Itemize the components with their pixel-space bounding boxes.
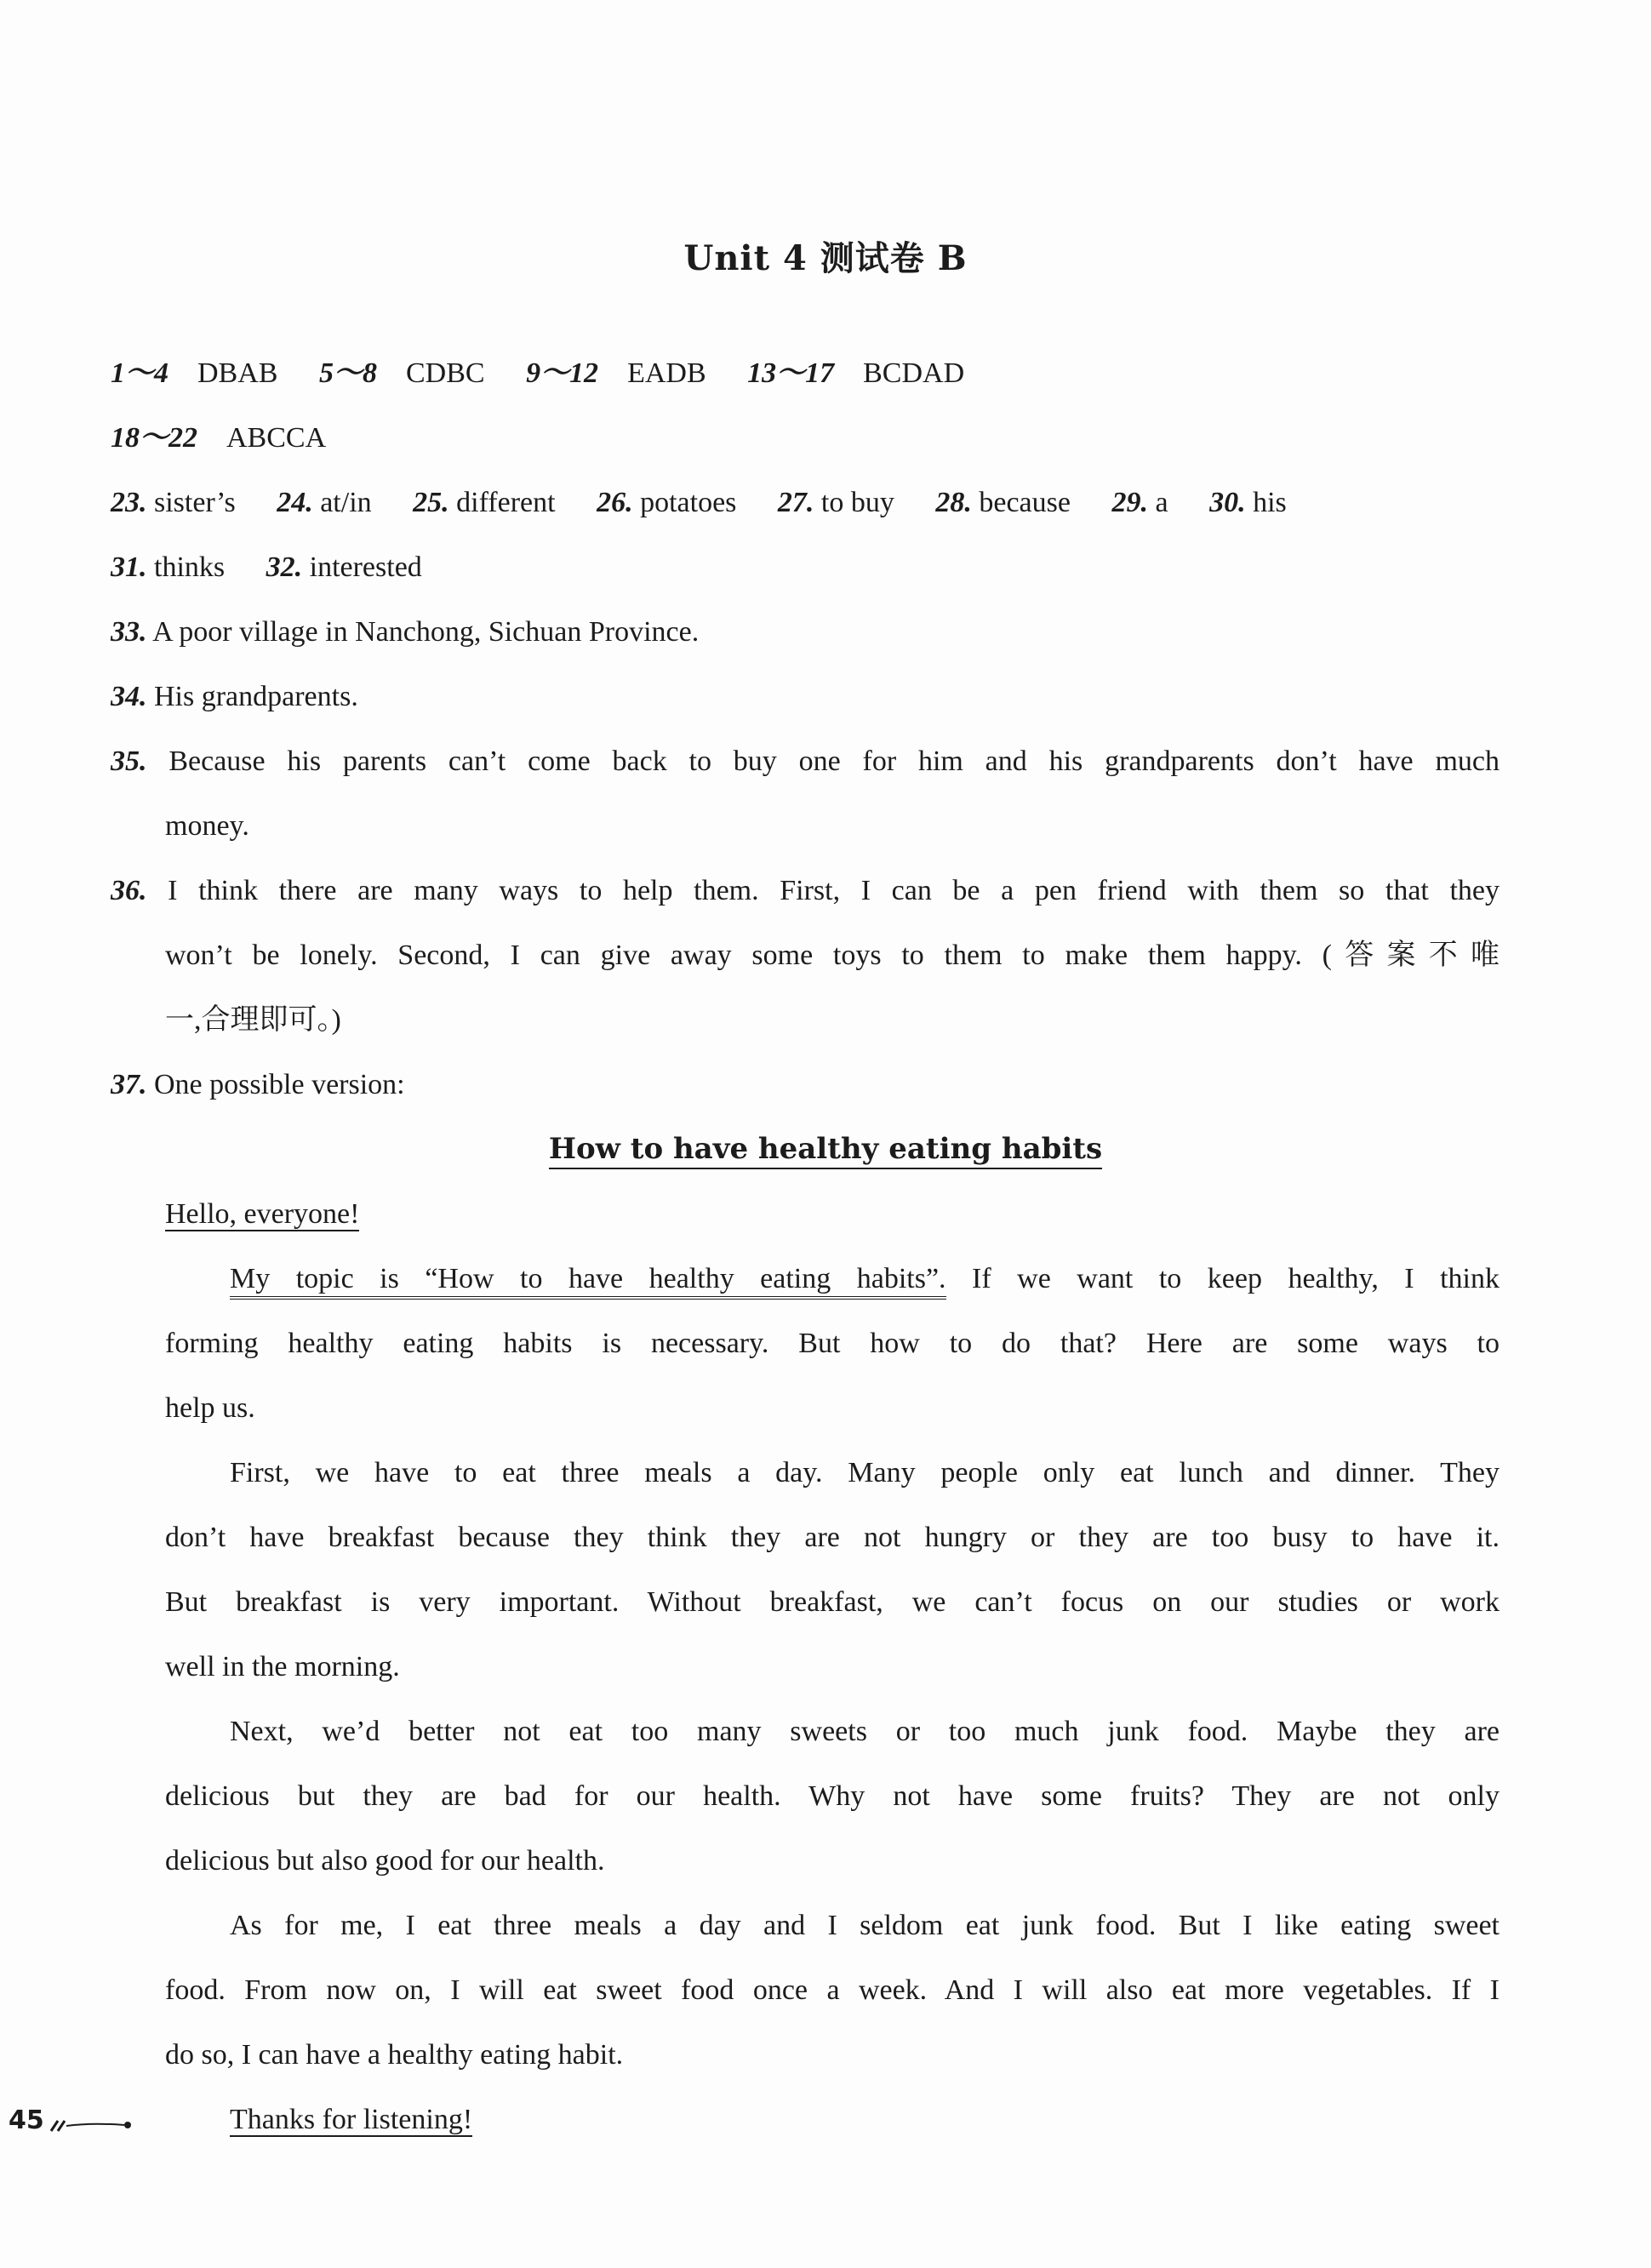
paragraph-text: food. From now on, I will eat sweet food once a week. And I will also eat more vegetables. If I — [165, 1974, 1500, 2006]
closing-text: Thanks for listening! — [230, 2104, 473, 2135]
answer-text: Because his parents can’t come back to buy one for him and his grandparents don’t have much — [169, 746, 1500, 777]
paragraph-text: delicious but they are bad for our health. Why not have some fruits? They are not only — [165, 1780, 1500, 1812]
page-number: 45 — [9, 2105, 44, 2135]
answer-row-1 — [111, 356, 964, 391]
essay-p3-line-3 — [165, 1843, 605, 1879]
answer-text: sister’s — [154, 487, 236, 518]
answer-row-3 — [111, 485, 1287, 521]
essay-p3-line-2 — [165, 1779, 1500, 1814]
question-number: 30. — [1209, 487, 1246, 518]
answer-37 — [111, 1067, 405, 1103]
essay-p2-line-4 — [165, 1649, 400, 1685]
answer-33 — [111, 614, 699, 650]
essay-title — [0, 1132, 1651, 1166]
answer-text: at/in — [320, 487, 372, 518]
paragraph-text: As for me, I eat three meals a day and I seldom eat junk food. But I like eating sweet — [230, 1910, 1500, 1941]
question-number: 25. — [413, 487, 449, 518]
answer-key: EADB — [627, 357, 706, 389]
essay-p1-line-2 — [165, 1326, 1500, 1362]
topic-sentence: My topic is “How to have healthy eating habits”. — [230, 1263, 946, 1300]
essay-p2-line-1 — [230, 1455, 1500, 1491]
greeting-text: Hello, everyone! — [165, 1198, 360, 1230]
question-range: 9～12 — [526, 357, 599, 389]
answer-key: CDBC — [405, 357, 485, 389]
answer-text: because — [979, 487, 1071, 518]
question-number: 26. — [597, 487, 633, 518]
answer-35-line-2 — [165, 808, 249, 844]
answer-36-line-1 — [111, 873, 1500, 909]
answer-text: One possible version: — [154, 1069, 405, 1100]
answer-34 — [111, 679, 358, 715]
question-number: 34. — [111, 681, 147, 712]
paragraph-text: If we want to keep healthy, I think — [945, 1263, 1500, 1294]
answer-key: DBAB — [197, 357, 278, 389]
question-number: 27. — [777, 487, 814, 518]
question-range: 1～4 — [111, 357, 169, 389]
essay-p2-line-3 — [165, 1585, 1500, 1620]
essay-title-text: How to have healthy eating habits — [549, 1132, 1102, 1169]
answer-text: His grandparents. — [154, 681, 358, 712]
question-number: 35. — [111, 746, 147, 777]
answer-36-line-2 — [165, 938, 1500, 974]
paragraph-text: don’t have breakfast because they think they are not hungry or they are too busy to have it. — [165, 1522, 1500, 1553]
answer-row-2 — [111, 420, 326, 456]
answer-text: thinks — [154, 551, 226, 583]
essay-p4-line-3 — [165, 2037, 623, 2073]
paragraph-text: But breakfast is very important. Without breakfast, we can’t focus on our studies or work — [165, 1586, 1500, 1618]
question-range: 5～8 — [318, 357, 377, 389]
question-number: 24. — [277, 487, 313, 518]
question-number: 28. — [935, 487, 972, 518]
paragraph-text: First, we have to eat three meals a day. Many people only eat lunch and dinner. They — [230, 1457, 1500, 1488]
essay-p4-line-1 — [230, 1908, 1500, 1944]
paragraph-text: Next, we’d better not eat too many sweets or too much junk food. Maybe they are — [230, 1716, 1500, 1747]
page-title: Unit 4 测试卷 B — [683, 238, 968, 278]
answer-text: A poor village in Nanchong, Sichuan Province. — [152, 616, 700, 648]
essay-p2-line-2 — [165, 1520, 1500, 1556]
question-range: 13～17 — [747, 357, 835, 389]
answer-text: potatoes — [640, 487, 737, 518]
paragraph-text: help us. — [165, 1392, 255, 1424]
answer-36-line-3 — [165, 1003, 341, 1038]
paragraph-text: forming healthy eating habits is necessary. But how to do that? Here are some ways to — [165, 1328, 1500, 1359]
question-number: 32. — [266, 551, 303, 583]
question-number: 29. — [1111, 487, 1148, 518]
answer-text: his — [1253, 487, 1287, 518]
question-range: 18～22 — [111, 422, 197, 454]
answer-text: money. — [165, 810, 249, 842]
answer-text: to buy — [820, 487, 894, 518]
answer-text: I think there are many ways to help them. First, I can be a pen friend with them so that they — [168, 875, 1500, 906]
question-number: 23. — [111, 487, 147, 518]
answer-text: 一,合理即可。) — [165, 1004, 341, 1036]
essay-p4-line-2 — [165, 1973, 1500, 2008]
paragraph-text: do so, I can have a healthy eating habit. — [165, 2039, 624, 2071]
answer-key: BCDAD — [863, 357, 965, 389]
essay-p1-line-1 — [230, 1261, 1500, 1297]
question-number: 37. — [111, 1069, 147, 1100]
paragraph-text: delicious but also good for our health. — [165, 1845, 605, 1877]
answer-text: different — [456, 487, 556, 518]
essay-closing — [230, 2102, 472, 2138]
answer-35-line-1 — [111, 744, 1500, 780]
question-number: 36. — [111, 875, 147, 906]
answer-text: a — [1155, 487, 1168, 518]
answer-text: won’t be lonely. Second, I can give away some toys to them to make them happy. (答案不唯 — [165, 940, 1500, 971]
paragraph-text: well in the morning. — [165, 1651, 400, 1682]
answer-key: ABCCA — [226, 422, 327, 454]
answer-text: interested — [309, 551, 422, 583]
essay-p3-line-1 — [230, 1714, 1500, 1750]
essay-p1-line-3 — [165, 1391, 255, 1426]
page-decoration-icon — [49, 2114, 134, 2134]
question-number: 33. — [111, 616, 147, 648]
essay-greeting — [165, 1197, 359, 1232]
question-number: 31. — [111, 551, 147, 583]
answer-row-4 — [111, 550, 422, 586]
